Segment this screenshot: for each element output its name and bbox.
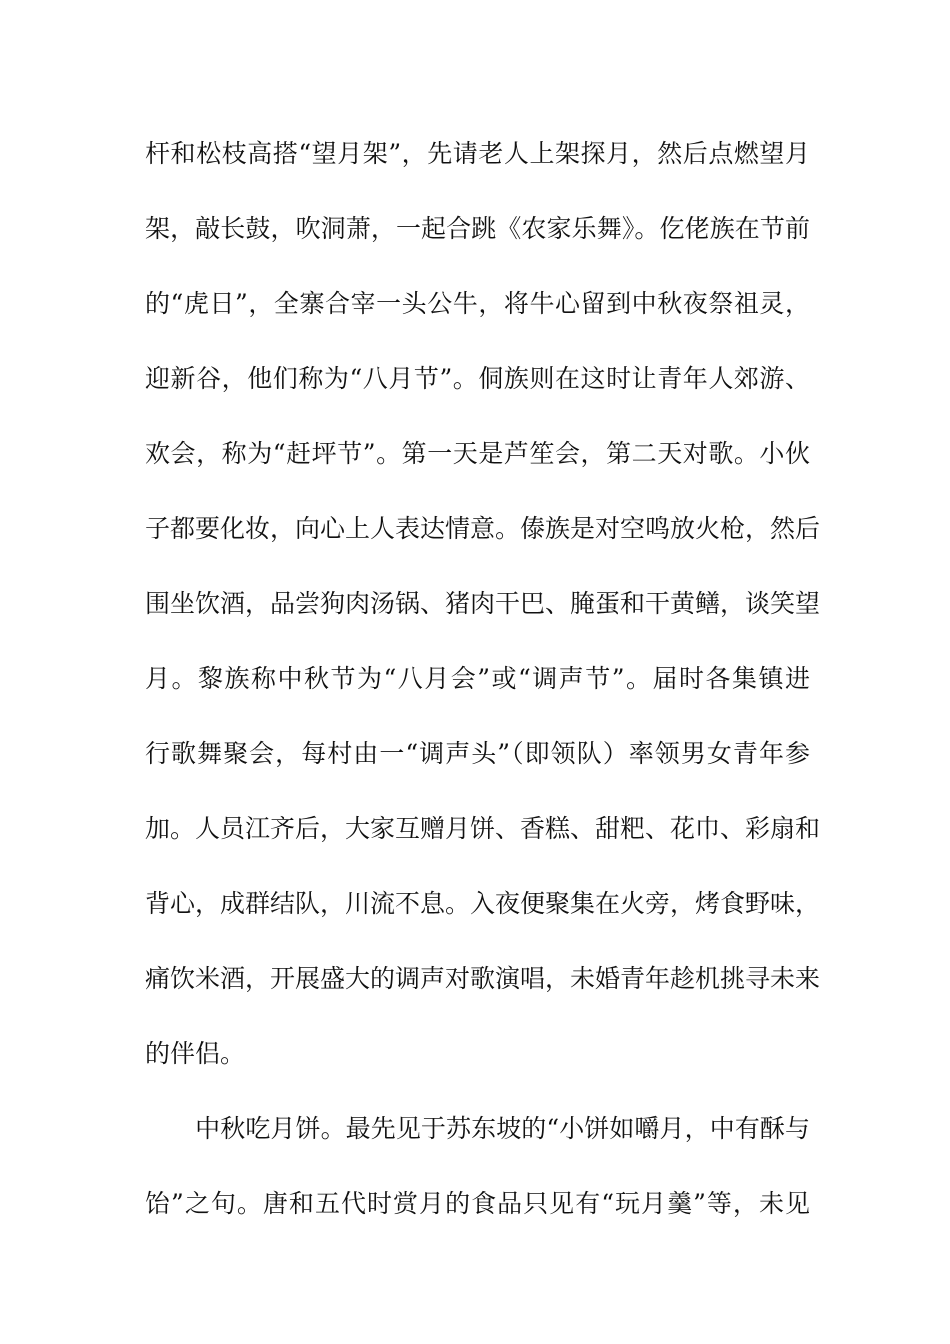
text-line: 的伴侣。 — [145, 1039, 246, 1068]
text-line: 围坐饮酒，品尝狗肉汤锅、猪肉干巴、腌蛋和干黄鳝，谈笑望 — [145, 589, 821, 618]
text-line: 子都要化妆，向心上人表达情意。傣族是对空鸣放火枪，然后 — [145, 514, 821, 543]
text-line: 背心，成群结队，川流不息。入夜便聚集在火旁，烤食野味， — [145, 889, 821, 918]
text-line: 加。人员江齐后，大家互赠月饼、香糕、甜粑、花巾、彩扇和 — [145, 814, 821, 843]
text-line: 痛饮米酒，开展盛大的调声对歌演唱，未婚青年趁机挑寻未来 — [145, 964, 821, 993]
text-line: 架，敲长鼓，吹洞萧，一起合跳《农家乐舞》。仡佬族在节前 — [145, 214, 810, 243]
text-line: 饴”之句。唐和五代时赏月的食品只见有“玩月羹”等，未见 — [145, 1189, 810, 1218]
body-text — [145, 132, 821, 1257]
text-line: 杆和松枝高搭“望月架”，先请老人上架探月，然后点燃望月 — [145, 139, 810, 168]
text-line: 的“虎日”，全寨合宰一头公牛，将牛心留到中秋夜祭祖灵， — [145, 289, 810, 318]
text-line: 月。黎族称中秋节为“八月会”或“调声节”。届时各集镇进 — [145, 664, 810, 693]
text-line: 迎新谷，他们称为“八月节”。侗族则在这时让青年人郊游、 — [145, 364, 810, 393]
text-line: 欢会，称为“赶坪节”。第一天是芦笙会，第二天对歌。小伙 — [145, 439, 810, 468]
text-line: 行歌舞聚会，每村由一“调声头”（即领队）率领男女青年参 — [145, 739, 810, 768]
text-line: 中秋吃月饼。最先见于苏东坡的“小饼如嚼月，中有酥与 — [145, 1114, 810, 1143]
